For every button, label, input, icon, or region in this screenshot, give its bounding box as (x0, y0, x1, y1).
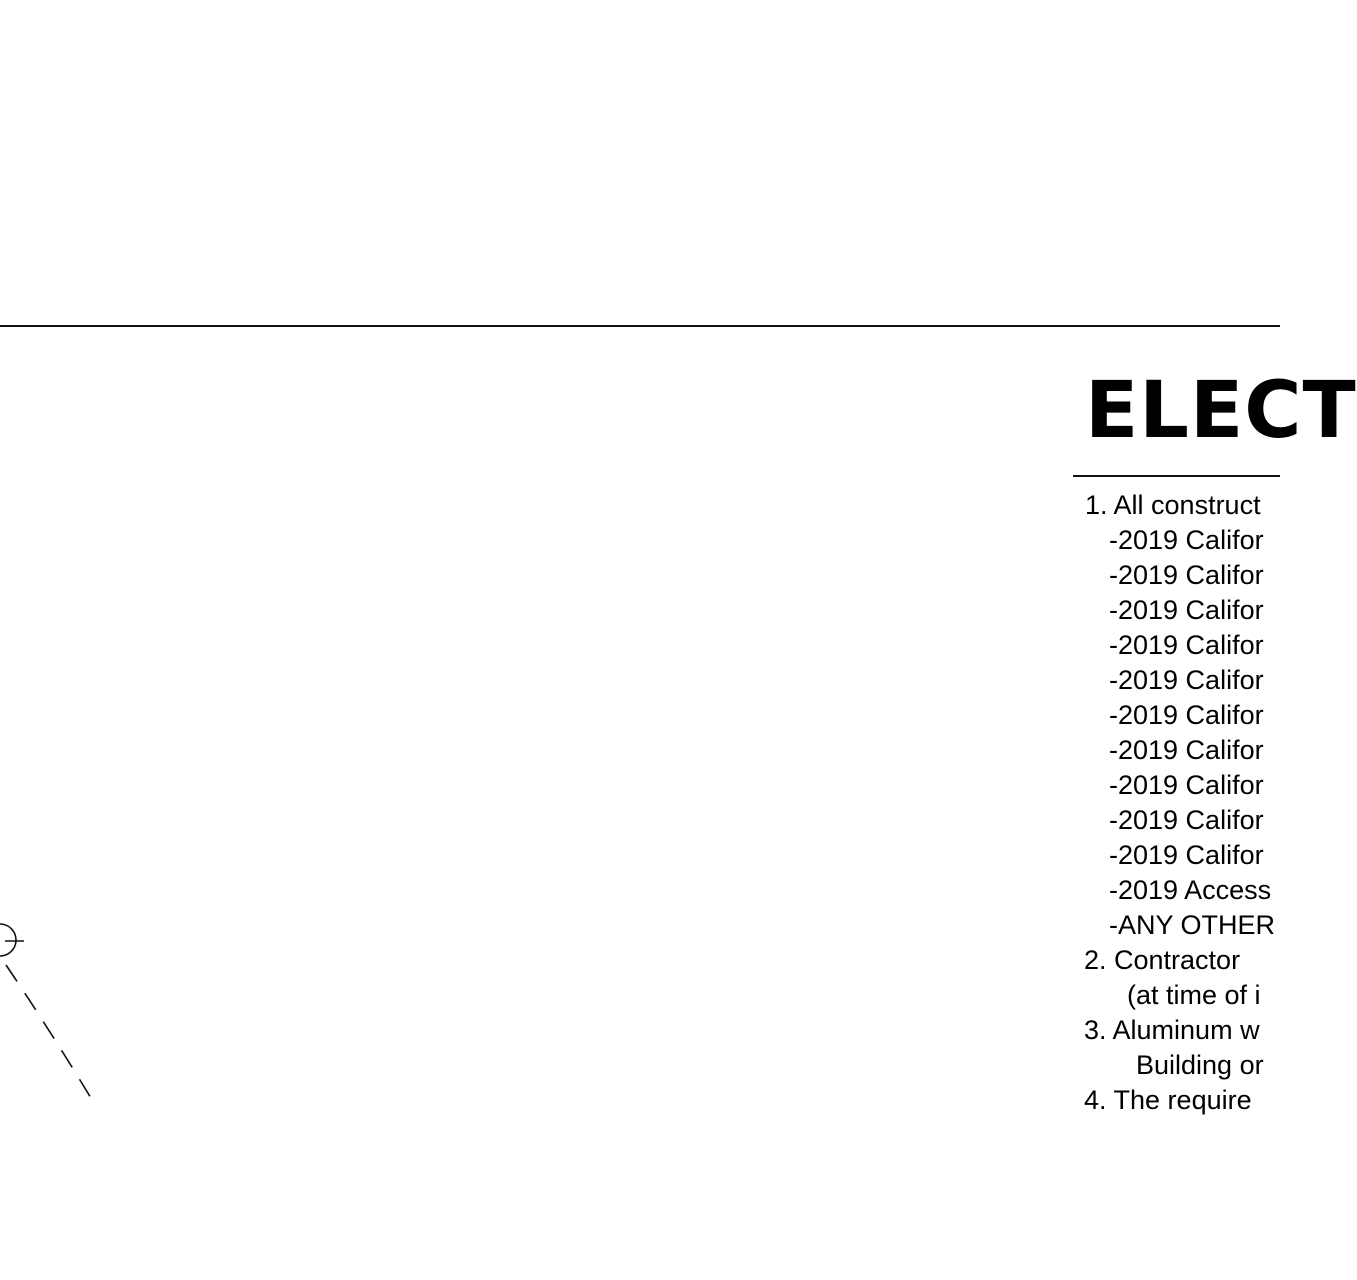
note-1-item: -2019 Califor (1109, 525, 1264, 555)
note-1-intro: 1. All construct (1085, 490, 1261, 520)
note-1-item: -2019 Califor (1109, 630, 1264, 660)
title-underline (1073, 475, 1280, 477)
note-1-item: -2019 Access (1109, 875, 1272, 905)
note-1-item: -2019 Califor (1109, 805, 1264, 835)
sheet-border-line (0, 325, 1280, 327)
note-1-item: -2019 Califor (1109, 665, 1264, 695)
note-1-item: -2019 Califor (1109, 560, 1264, 590)
note-2-line-2: (at time of i (1127, 980, 1261, 1010)
note-1-item: -2019 Califor (1109, 770, 1264, 800)
note-1-item: -2019 Califor (1109, 595, 1264, 625)
note-3-line-1: 3. Aluminum w (1084, 1015, 1260, 1045)
electrical-notes-title: ELECT (1085, 366, 1357, 456)
circle-symbol-arc (0, 924, 16, 956)
note-3-line-2: Building or (1136, 1050, 1264, 1080)
note-1-item: -2019 Califor (1109, 735, 1264, 765)
note-2-line-1: 2. Contractor (1084, 945, 1241, 975)
note-4-line-1: 4. The require (1084, 1085, 1252, 1115)
dashed-swing-arc (6, 965, 97, 1108)
note-1-item: -2019 Califor (1109, 840, 1264, 870)
note-1-item: -2019 Califor (1109, 700, 1264, 730)
note-1-item: -ANY OTHER (1109, 910, 1276, 940)
door-swing-sketch (0, 900, 120, 1120)
